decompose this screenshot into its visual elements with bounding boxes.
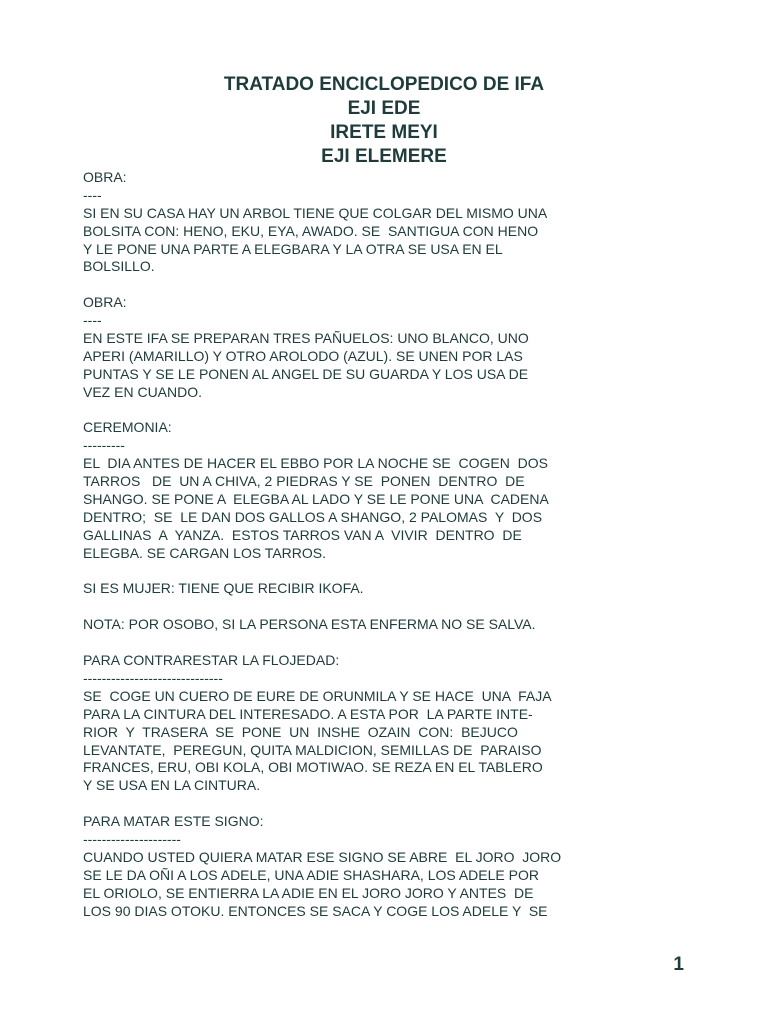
body-line: ------------------------------ bbox=[83, 669, 223, 686]
body-line: PUNTAS Y SE LE PONEN AL ANGEL DE SU GUARDA Y LOS USA DE bbox=[83, 365, 529, 382]
body-line: CUANDO USTED QUIERA MATAR ESE SIGNO SE ABRE EL JORO JORO bbox=[83, 848, 562, 865]
body-line: EL ORIOLO, SE ENTIERRA LA ADIE EN EL JORO JORO Y ANTES DE bbox=[83, 884, 534, 901]
body-line: OBRA: bbox=[83, 294, 127, 311]
body-line: Y LE PONE UNA PARTE A ELEGBARA Y LA OTRA SE USA EN EL bbox=[83, 240, 503, 257]
document-body bbox=[83, 169, 603, 920]
body-line: SI ES MUJER: TIENE QUE RECIBIR IKOFA. bbox=[83, 580, 364, 597]
body-line: CEREMONIA: bbox=[83, 419, 172, 436]
title-line: TRATADO ENCICLOPEDICO DE IFA bbox=[223, 74, 545, 95]
document-title bbox=[0, 73, 768, 169]
body-line: GALLINAS A YANZA. ESTOS TARROS VAN A VIVIR DENTRO DE bbox=[83, 526, 522, 543]
body-line: DENTRO; SE LE DAN DOS GALLOS A SHANGO, 2 PALOMAS Y DOS bbox=[83, 508, 543, 525]
body-line bbox=[83, 598, 603, 616]
body-line: LEVANTATE, PEREGUN, QUITA MALDICION, SEMILLAS DE PARAISO bbox=[83, 741, 542, 758]
body-line: Y SE USA EN LA CINTURA. bbox=[83, 777, 261, 794]
body-line: SE LE DA OÑI A LOS ADELE, UNA ADIE SHASHARA, LOS ADELE POR bbox=[83, 866, 539, 883]
body-line: APERI (AMARILLO) Y OTRO AROLODO (AZUL). SE UNEN POR LAS bbox=[83, 347, 523, 364]
body-line: NOTA: POR OSOBO, SI LA PERSONA ESTA ENFERMA NO SE SALVA. bbox=[83, 616, 536, 633]
body-line bbox=[83, 402, 603, 420]
body-line: --------------------- bbox=[83, 830, 181, 847]
title-line: EJI ELEMERE bbox=[321, 146, 447, 167]
body-line: PARA MATAR ESTE SIGNO: bbox=[83, 813, 264, 830]
body-line bbox=[83, 634, 603, 652]
body-line: RIOR Y TRASERA SE PONE UN INSHE OZAIN CON: BEJUCO bbox=[83, 723, 518, 740]
body-line: SHANGO. SE PONE A ELEGBA AL LADO Y SE LE PONE UNA CADENA bbox=[83, 491, 549, 508]
body-line: BOLSILLO. bbox=[83, 258, 155, 275]
body-line: SI EN SU CASA HAY UN ARBOL TIENE QUE COLGAR DEL MISMO UNA bbox=[83, 204, 548, 221]
body-line: FRANCES, ERU, OBI KOLA, OBI MOTIWAO. SE REZA EN EL TABLERO bbox=[83, 759, 543, 776]
body-line: PARA LA CINTURA DEL INTERESADO. A ESTA POR LA PARTE INTE- bbox=[83, 705, 533, 722]
body-line: BOLSITA CON: HENO, EKU, EYA, AWADO. SE SANTIGUA CON HENO bbox=[83, 222, 539, 239]
body-line: OBRA: bbox=[83, 169, 127, 185]
body-line bbox=[83, 795, 603, 813]
body-line: VEZ EN CUANDO. bbox=[83, 383, 203, 400]
body-line bbox=[83, 563, 603, 581]
body-line: LOS 90 DIAS OTOKU. ENTONCES SE SACA Y COGE LOS ADELE Y SE bbox=[83, 902, 548, 919]
body-line: ---- bbox=[83, 186, 102, 203]
body-line: TARROS DE UN A CHIVA, 2 PIEDRAS Y SE PONEN DENTRO DE bbox=[83, 473, 525, 490]
body-line: PARA CONTRARESTAR LA FLOJEDAD: bbox=[83, 652, 340, 669]
body-line bbox=[83, 276, 603, 294]
body-line: EN ESTE IFA SE PREPARAN TRES PAÑUELOS: UNO BLANCO, UNO bbox=[83, 330, 529, 347]
body-line: ELEGBA. SE CARGAN LOS TARROS. bbox=[83, 544, 326, 561]
body-line: SE COGE UN CUERO DE EURE DE ORUNMILA Y SE HACE UNA FAJA bbox=[83, 687, 552, 704]
title-line: EJI EDE bbox=[347, 98, 421, 119]
title-line: IRETE MEYI bbox=[330, 122, 438, 143]
body-line: ---- bbox=[83, 312, 102, 329]
page-number: 1 bbox=[673, 954, 684, 975]
body-line: --------- bbox=[83, 437, 125, 454]
body-line: EL DIA ANTES DE HACER EL EBBO POR LA NOCHE SE COGEN DOS bbox=[83, 455, 548, 472]
